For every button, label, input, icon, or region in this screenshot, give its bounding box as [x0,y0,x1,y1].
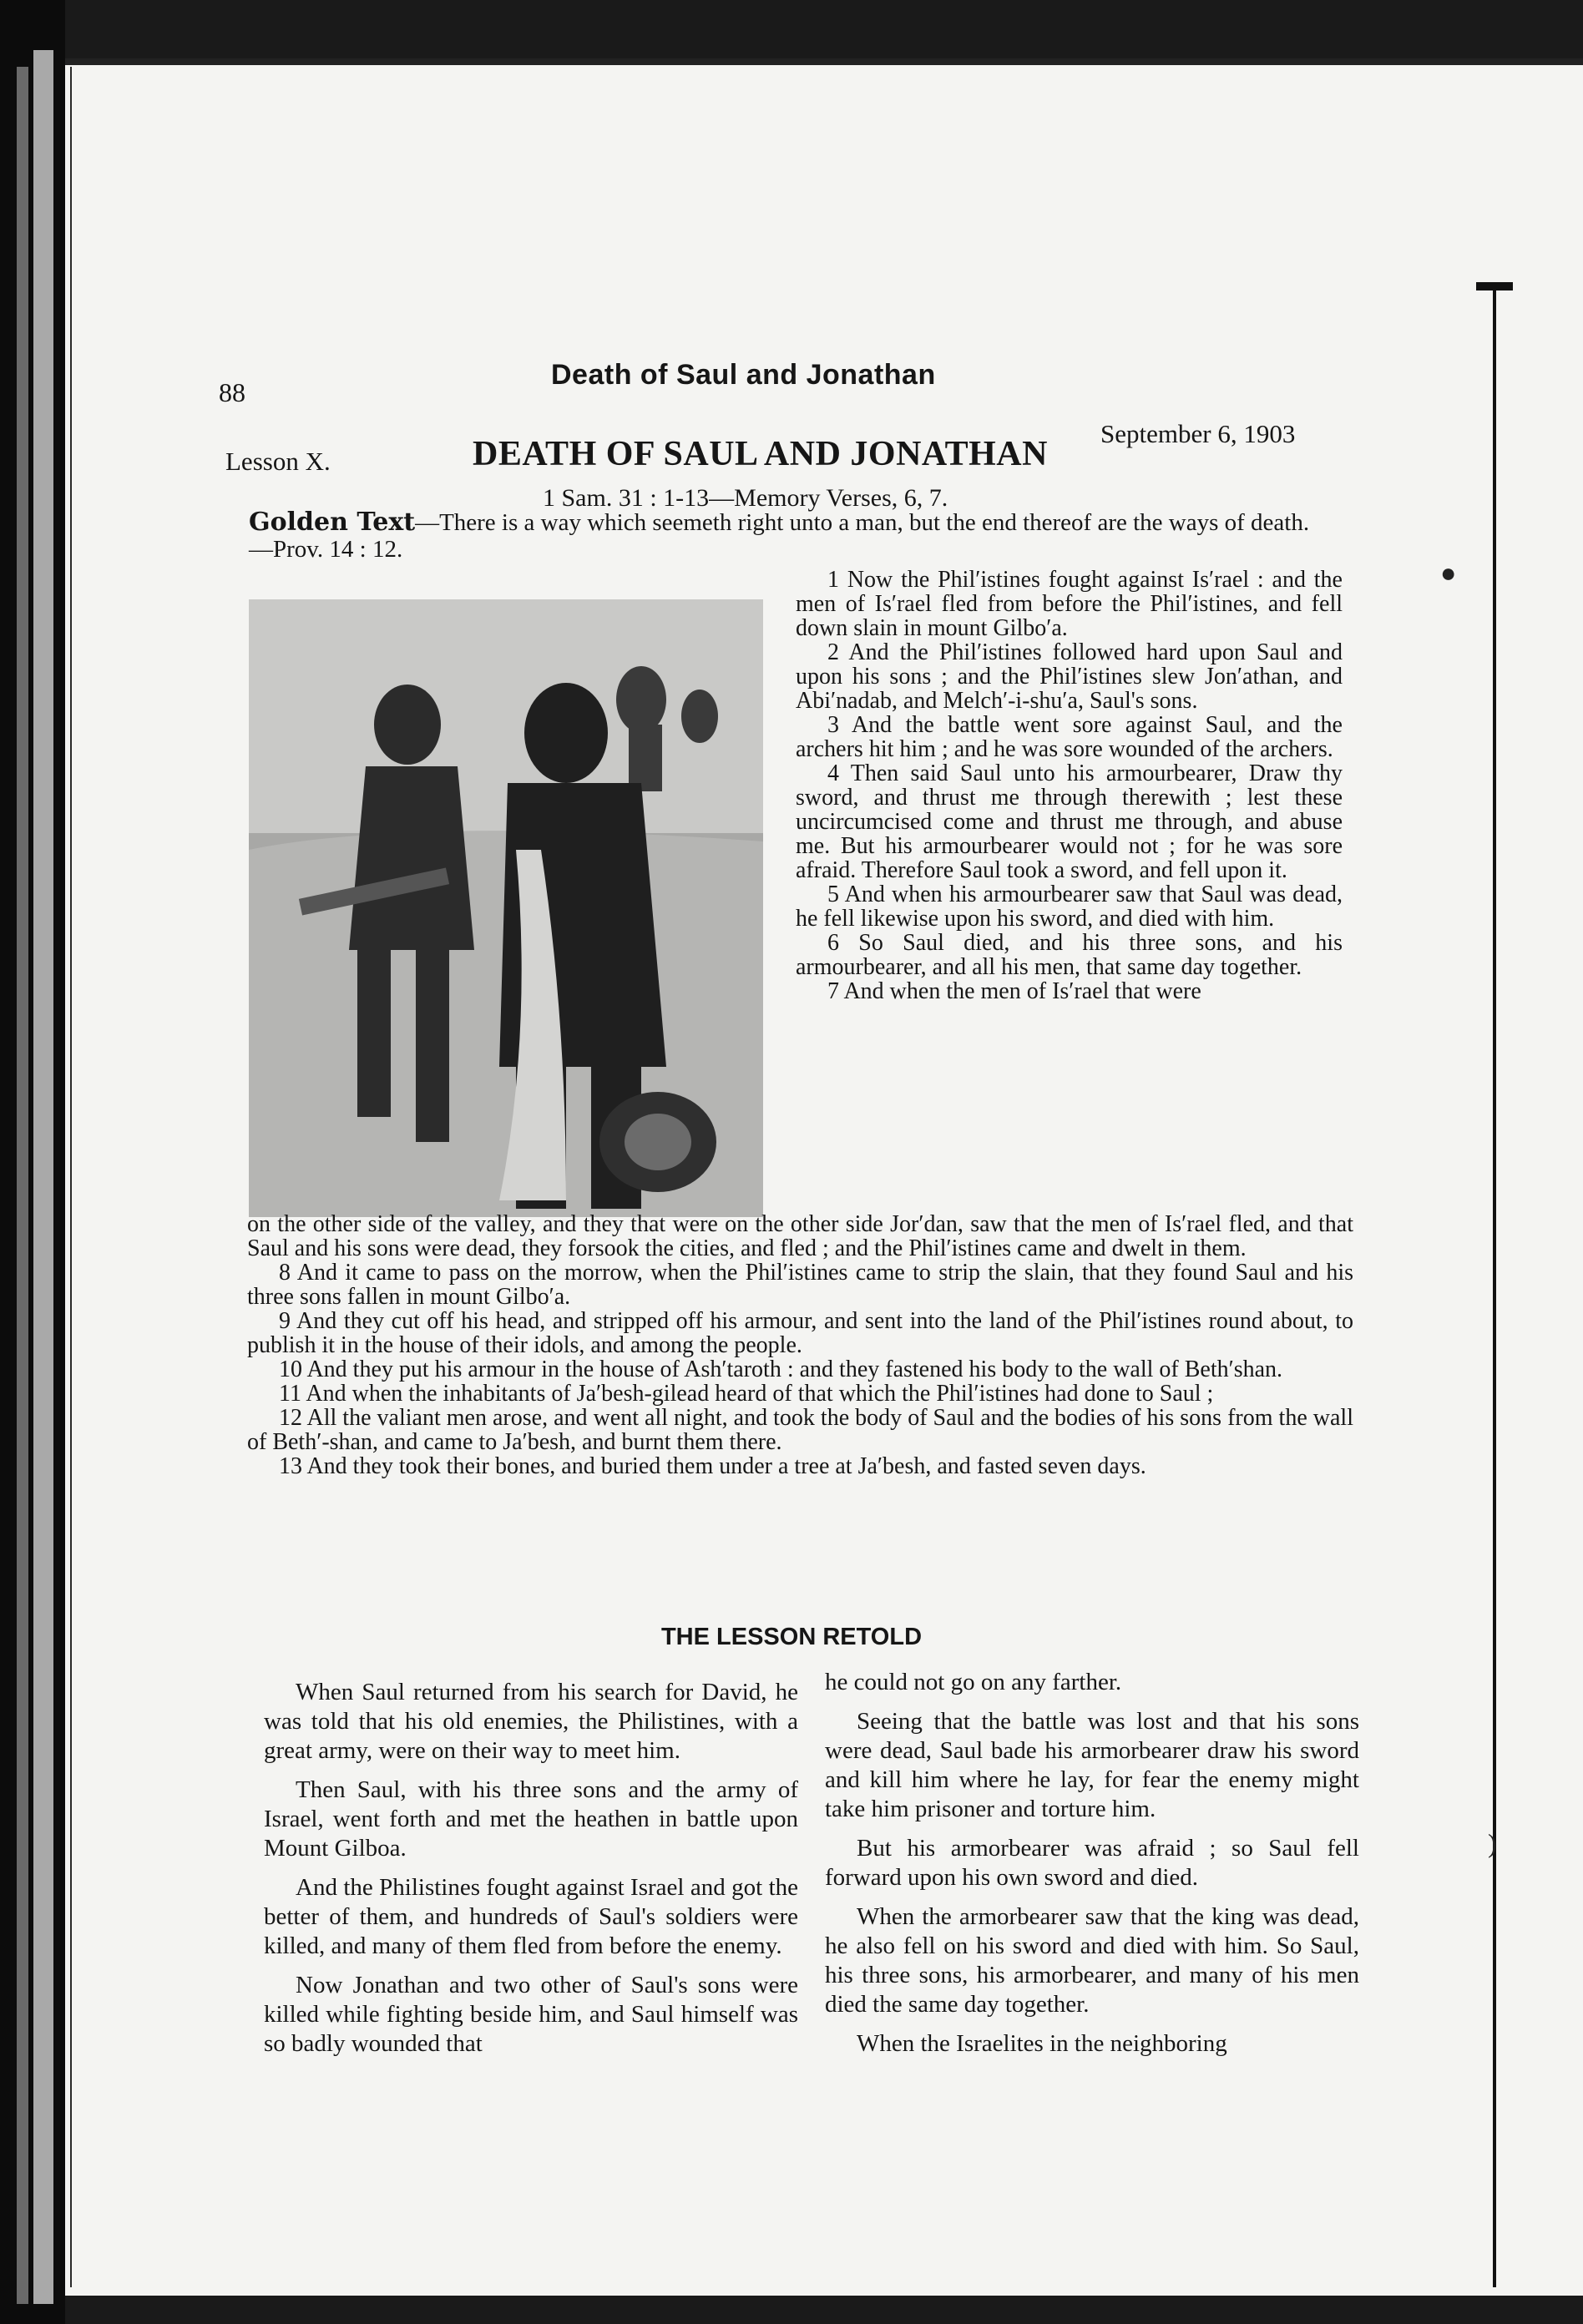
verse: 13 And they took their bones, and buried them under a tree at Ja′besh, and fasted seven days. [279,1453,1146,1479]
retold-left-column [264,1678,798,2069]
paragraph: When Saul returned from his search for David, he was told that his old enemies, the Philistines, with a great army, were on their way to meet him. [264,1679,798,1764]
scripture-reference: 1 Sam. 31 : 1-13—Memory Verses, 6, 7. [543,484,948,512]
golden-text-label: Golden Text [249,508,416,537]
running-title: Death of Saul and Jonathan [551,359,936,391]
paragraph-continuation: he could not go on any farther. [825,1669,1122,1695]
margin-ink-blot: ● [1440,558,1457,588]
scripture-verses-right-column [796,568,1343,1003]
verse: 10 And they put his armour in the house of Ash′taroth : and they fastened his body to the wall of Beth′shan. [279,1357,1283,1382]
verse: 12 All the valiant men arose, and went all night, and took the body of Saul and the bodies of his sons from the wall of Beth′-shan, and came to Ja′besh, and burnt them there. [247,1405,1353,1455]
paragraph: When the Israelites in the neighboring [857,2030,1227,2057]
verse: 8 And it came to pass on the morrow, when the Phil′istines came to strip the slain, that they found Saul and his three sons fallen in mount Gilbo′a. [247,1260,1353,1310]
margin-rule [1493,284,1496,2287]
verse: 3 And the battle went sore against Saul, and the archers hit him ; and he was sore wounded of the archers. [796,712,1343,762]
verse: 1 Now the Phil′istines fought against Is′rael : and the men of Is′rael fled from before the Phil′istines, and fell down slain in mount Gilbo′a. [796,567,1343,641]
page-top-edge [65,58,1583,65]
verse: 6 So Saul died, and his three sons, and his armourbearer, and all his men, that same day together. [796,930,1343,980]
margin-ink-mark: ) [1488,1828,1497,1858]
book-spine-edge [33,50,53,2304]
page-number: 88 [219,377,245,407]
lesson-title: DEATH OF SAUL AND JONATHAN [473,435,1048,473]
paragraph: Seeing that the battle was lost and that his sons were dead, Saul bade his armorbearer draw his sword and kill him where he lay, for fear the enemy might take him prisoner and torture him. [825,1708,1359,1822]
verse: 11 And when the inhabitants of Ja′besh-gilead heard of that which the Phil′istines had done to Saul ; [279,1381,1214,1407]
paragraph: Now Jonathan and two other of Saul's sons were killed while fighting beside him, and Saul himself was so badly wounded that [264,1972,798,2057]
section-heading-lesson-retold: THE LESSON RETOLD [660,1624,923,1650]
battle-engraving-image [249,599,763,1217]
verse: 4 Then said Saul unto his armourbearer, Draw thy sword, and thrust me through therewith ; lest these uncircumcised come and thrust me through, and abuse me. But his armourbearer would not ; for he was sore afraid. Therefore Saul took a sword, and fell upon it. [796,760,1343,883]
verse: 7 And when the men of Is′rael that were [827,978,1201,1004]
verse: 2 And the Phil′istines followed hard upon Saul and upon his sons ; and the Phil′istines slew Jon′athan, and Abi′nadab, and Melch′-i-shu′a, Saul's sons. [796,639,1343,714]
verse-continuation: on the other side of the valley, and they that were on the other side Jor′dan, saw that the men of Is′rael fled, and that Saul and his sons were dead, they forsook the cities, and fled ; and the Phil′istines came and dwelt in them. [247,1211,1353,1261]
golden-text-body: —There is a way which seemeth right unto a man, but the end thereof are the ways of death.—Prov. 14 : 12. [249,509,1310,563]
verse: 5 And when his armourbearer saw that Saul was dead, he fell likewise upon his sword, and died with him. [796,882,1343,932]
illustration-saul-battle [249,599,763,1217]
paragraph: But his armorbearer was afraid ; so Saul fell forward upon his own sword and died. [825,1835,1359,1891]
retold-right-column [825,1668,1359,2069]
book-spine [17,67,28,2304]
paragraph: And the Philistines fought against Israel and got the better of them, and hundreds of Saul's soldiers were killed, and many of them fled from before the enemy. [264,1874,798,1959]
verse: 9 And they cut off his head, and stripped off his armour, and sent into the land of the Phil′istines round about, to publish it in the house of their idols, and among the people. [247,1308,1353,1358]
golden-text [249,509,1322,563]
scan-background-left [0,0,65,2324]
lesson-label: Lesson X. [225,447,331,476]
scripture-verses-full-width [247,1212,1353,1478]
lesson-date: September 6, 1903 [1100,419,1296,448]
page-left-edge [70,67,72,2287]
paragraph: When the armorbearer saw that the king was dead, he also fell on his sword and died with him. So Saul, his three sons, his armorbearer, and many of his men died the same day together. [825,1903,1359,2018]
paragraph: Then Saul, with his three sons and the army of Israel, went forth and met the heathen in battle upon Mount Gilboa. [264,1776,798,1862]
